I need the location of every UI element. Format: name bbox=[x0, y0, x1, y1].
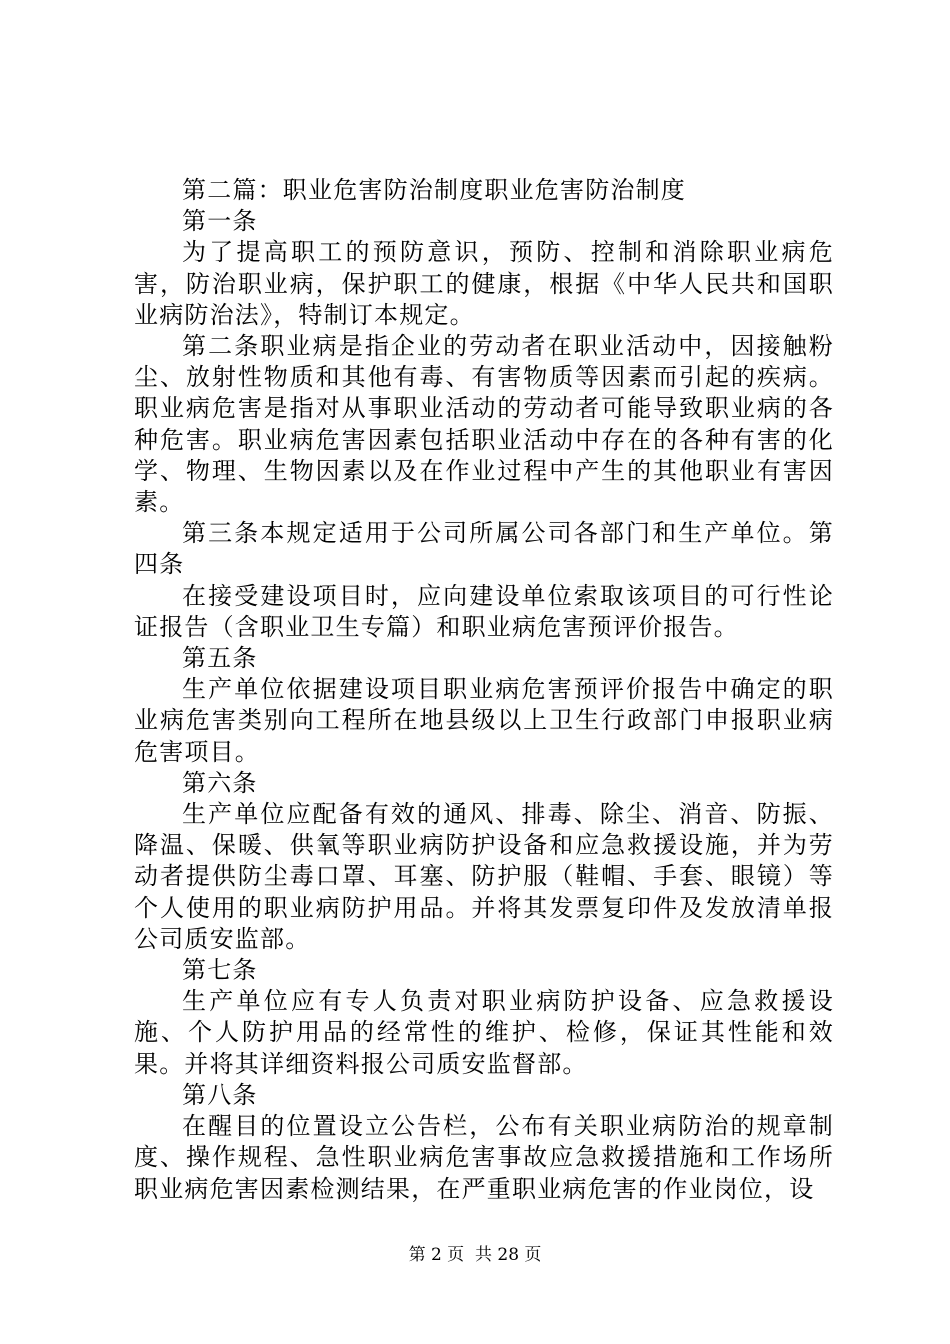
article-1-title: 第一条 bbox=[182, 207, 258, 236]
article-6-title: 第六条 bbox=[182, 768, 258, 797]
article-heading: 第二篇：职业危害防治制度职业危害防治制度 bbox=[182, 176, 686, 204]
article-8-body: 在醒目的位置设立公告栏，公布有关职业病防治的规章制度、操作规程、急性职业病危害事故应急救援措施和工作场所职业病危害因素检测结果，在严重职业病危害的作业岗位，设 bbox=[134, 1112, 834, 1203]
article-5-body: 生产单位依据建设项目职业病危害预评价报告中确定的职业病危害类别向工程所在地县级以上卫生行政部门申报职业病危害项目。 bbox=[134, 675, 834, 766]
article-7-body: 生产单位应有专人负责对职业病防护设备、应急救援设施、个人防护用品的经常性的维护、检修，保证其性能和效果。并将其详细资料报公司质安监督部。 bbox=[134, 987, 834, 1078]
article-4-body: 在接受建设项目时，应向建设单位索取该项目的可行性论证报告（含职业卫生专篇）和职业病危害预评价报告。 bbox=[134, 581, 834, 641]
article-3-body: 第三条本规定适用于公司所属公司各部门和生产单位。第四条 bbox=[134, 519, 834, 579]
article-8-title: 第八条 bbox=[182, 1080, 258, 1109]
article-5-title: 第五条 bbox=[182, 644, 258, 673]
article-1-body: 为了提高职工的预防意识，预防、控制和消除职业病危害，防治职业病，保护职工的健康，根据《中华人民共和国职业病防治法》，特制订本规定。 bbox=[134, 238, 834, 329]
article-6-body: 生产单位应配备有效的通风、排毒、除尘、消音、防振、降温、保暖、供氧等职业病防护设备和应急救援设施，并为劳动者提供防尘毒口罩、耳塞、防护服（鞋帽、手套、眼镜）等个人使用的职业病防护用品。并将其发票复印件及发放清单报公司质安监部。 bbox=[134, 800, 834, 953]
page-footer bbox=[0, 1244, 950, 1266]
article-2-body: 第二条职业病是指企业的劳动者在职业活动中，因接触粉尘、放射性物质和其他有毒、有害物质等因素而引起的疾病。职业病危害是指对从事职业活动的劳动者可能导致职业病的各种危害。职业病危害因素包括职业活动中存在的各种有害的化学、物理、生物因素以及在作业过程中产生的其他职业有害因素。 bbox=[134, 332, 834, 517]
page-number: 第 2 页 共 28 页 bbox=[408, 1245, 542, 1265]
article-7-title: 第七条 bbox=[182, 956, 258, 985]
document-body bbox=[134, 175, 834, 1205]
